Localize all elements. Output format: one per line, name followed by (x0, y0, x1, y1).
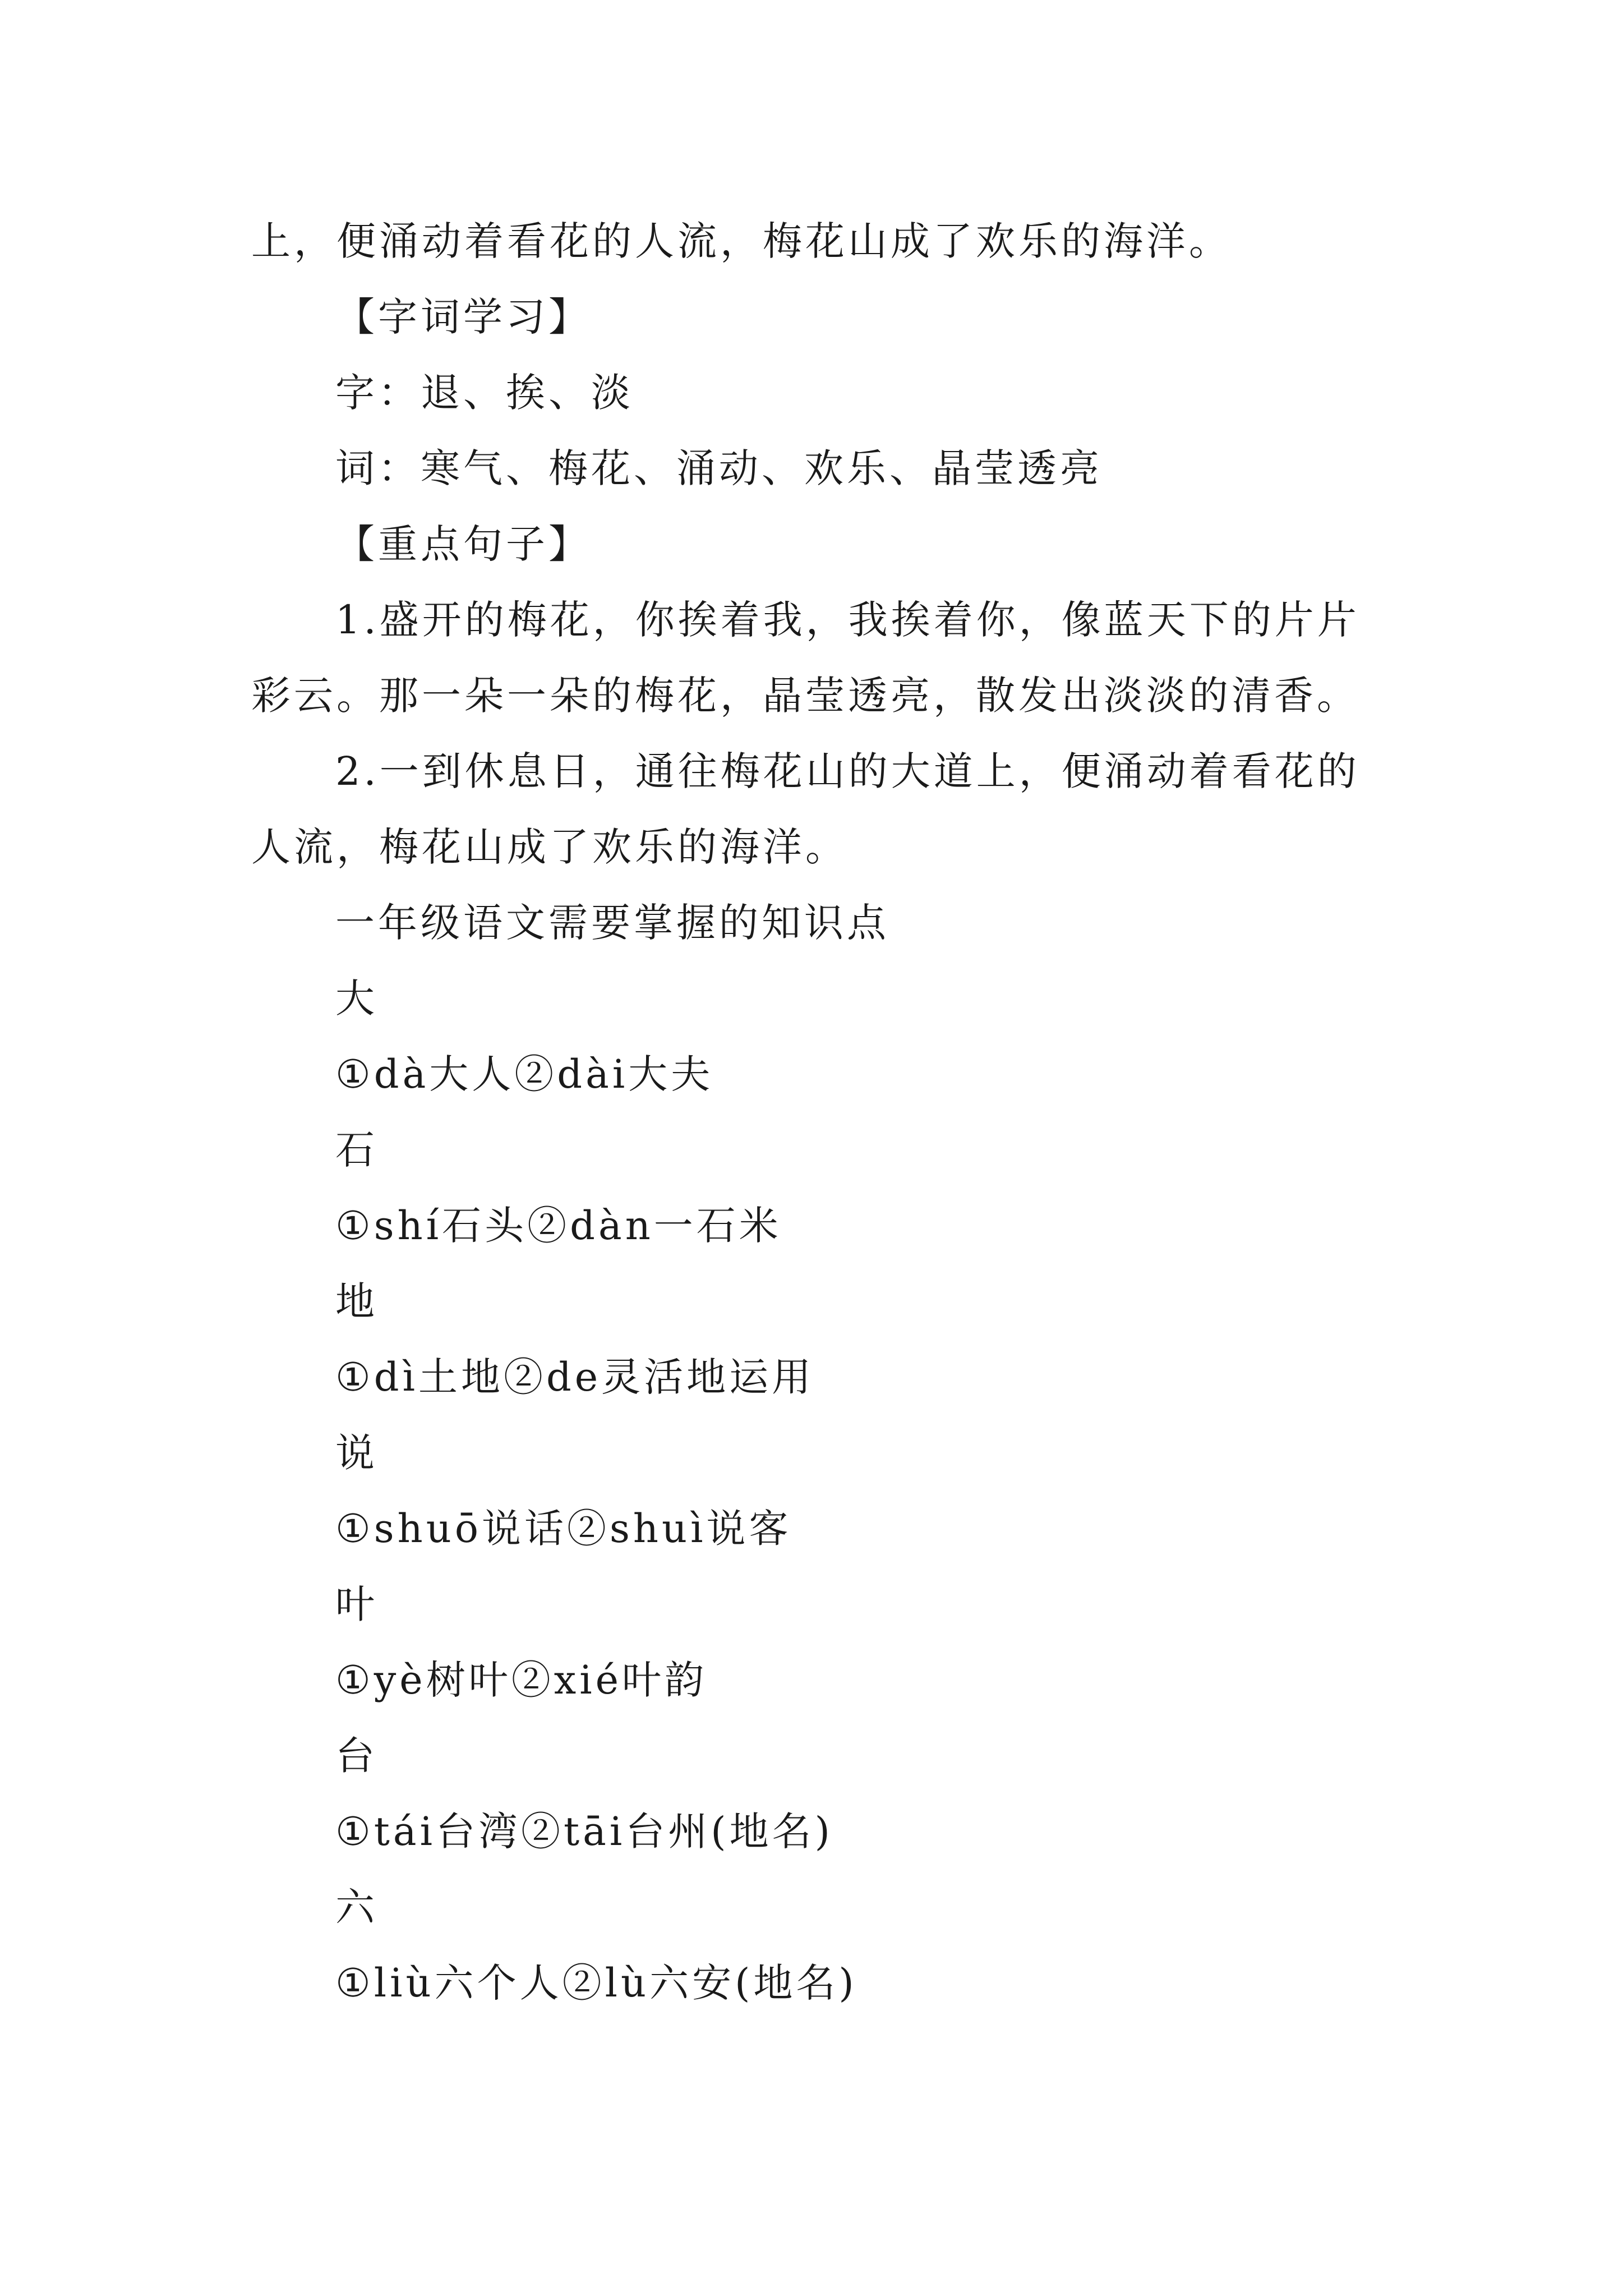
vocab-words: 词：寒气、梅花、涌动、欢乐、晶莹透亮 (335, 445, 1103, 491)
polyphone-char: 大 (335, 976, 378, 1022)
knowledge-points-title: 一年级语文需要掌握的知识点 (335, 900, 889, 946)
vocab-characters: 字：退、挨、淡 (335, 370, 634, 416)
polyphone-readings: ①dà大人②dài大夫 (335, 1051, 714, 1097)
polyphone-readings: ①dì土地②de灵活地运用 (335, 1354, 815, 1400)
polyphone-char: 六 (335, 1884, 378, 1930)
polyphone-char: 叶 (335, 1581, 378, 1627)
polyphone-readings: ①shí石头②dàn一石米 (335, 1203, 782, 1249)
key-sentence-1-cont: 彩云。那一朵一朵的梅花，晶莹透亮，散发出淡淡的清香。 (251, 673, 1359, 719)
key-sentence-2-cont: 人流，梅花山成了欢乐的海洋。 (251, 824, 848, 870)
polyphone-readings: ①tái台湾②tāi台州(地名) (335, 1809, 833, 1855)
polyphone-readings: ①liù六个人②lù六安(地名) (335, 1960, 857, 2006)
polyphone-char: 说 (335, 1430, 378, 1476)
polyphone-readings: ①shuō说话②shuì说客 (335, 1506, 792, 1552)
section-heading-vocab: 【字词学习】 (335, 294, 591, 340)
section-heading-key-sentences: 【重点句子】 (335, 521, 591, 567)
polyphone-readings: ①yè树叶②xié叶韵 (335, 1657, 708, 1703)
paragraph-continuation: 上，便涌动着看花的人流，梅花山成了欢乐的海洋。 (251, 218, 1232, 264)
polyphone-char: 石 (335, 1127, 378, 1173)
key-sentence-1: 1.盛开的梅花，你挨着我，我挨着你，像蓝天下的片片 (335, 597, 1360, 643)
polyphone-char: 地 (335, 1278, 378, 1324)
key-sentence-2: 2.一到休息日，通往梅花山的大道上，便涌动着看花的 (335, 748, 1360, 794)
polyphone-char: 台 (335, 1733, 378, 1779)
